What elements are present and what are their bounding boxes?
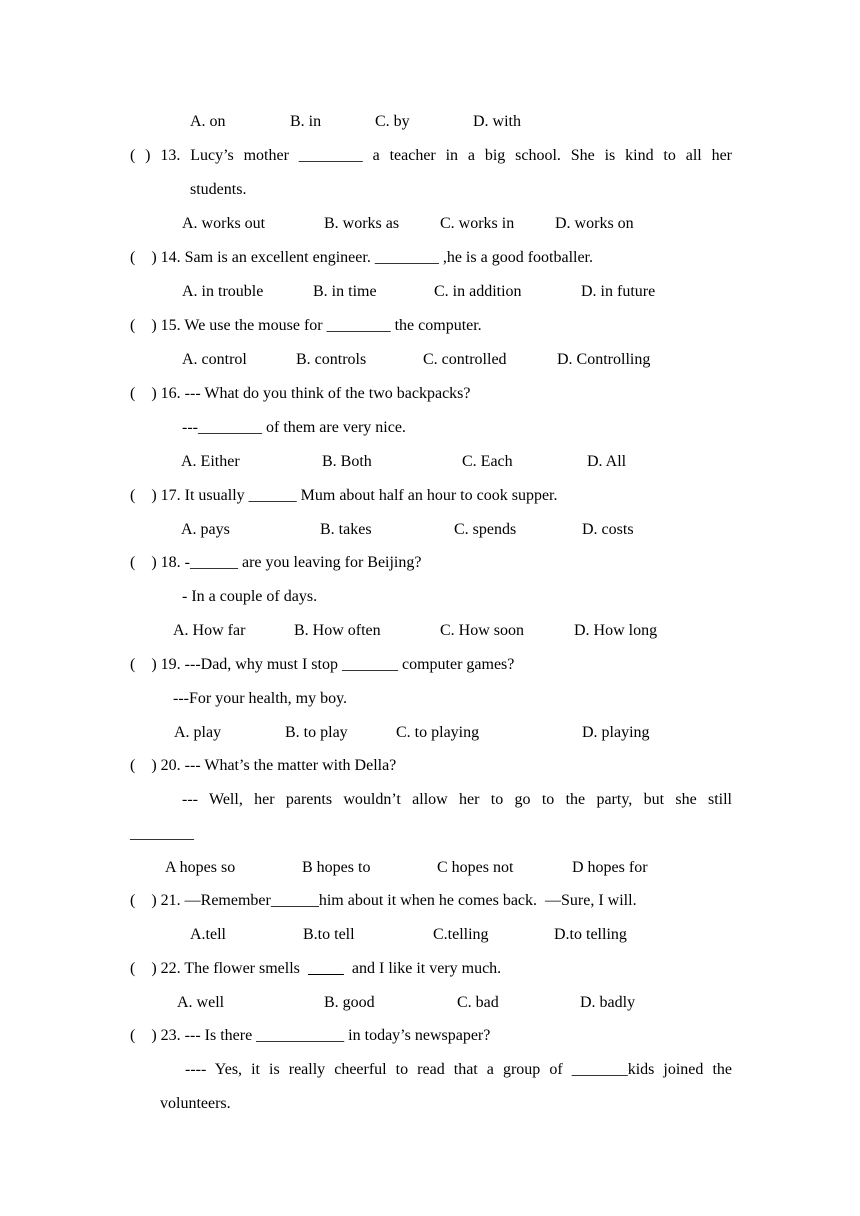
- q20-option-a: A hopes so: [165, 859, 236, 876]
- q14-option-b: B. in time: [313, 283, 377, 300]
- q19-option-a: A. play: [174, 724, 222, 741]
- q12-option-b: B. in: [290, 113, 322, 130]
- q15-option-d: D. Controlling: [557, 351, 651, 368]
- q15-option-c: C. controlled: [423, 351, 507, 368]
- q21-option-c: C.telling: [433, 926, 489, 943]
- q18-option-b: B. How often: [294, 622, 381, 639]
- q13-stem-line2: students.: [190, 181, 247, 198]
- q13-stem-line1: ( ) 13. Lucy’s mother ________ a teacher in a big school. She is kind to all her: [130, 147, 732, 164]
- q15-stem: ( ) 15. We use the mouse for ________ the computer.: [130, 317, 482, 334]
- q21-option-b: B.to tell: [303, 926, 355, 943]
- q22-stem-pre: ( ) 22. The flower smells: [130, 960, 308, 977]
- q22-answer-blank: [308, 960, 344, 977]
- q12-option-d: D. with: [473, 113, 521, 130]
- q21-option-a: A.tell: [190, 926, 226, 943]
- q22-stem: [130, 959, 501, 979]
- q18-option-d: D. How long: [574, 622, 658, 639]
- q20-option-c: C hopes not: [437, 859, 514, 876]
- q17-stem: ( ) 17. It usually ______ Mum about half an hour to cook supper.: [130, 487, 558, 504]
- q17-option-b: B. takes: [320, 521, 372, 538]
- q20-option-d: D hopes for: [572, 859, 648, 876]
- q19-reply: ---For your health, my boy.: [173, 690, 348, 707]
- q19-stem: ( ) 19. ---Dad, why must I stop _______ computer games?: [130, 656, 515, 673]
- q23-stem: ( ) 23. --- Is there ___________ in today’s newspaper?: [130, 1027, 491, 1044]
- q20-option-b: B hopes to: [302, 859, 371, 876]
- q13-option-d: D. works on: [555, 215, 634, 232]
- q23-reply-line1: ---- Yes, it is really cheerful to read that a group of _______kids joined the: [185, 1061, 732, 1078]
- q17-option-a: A. pays: [181, 521, 230, 538]
- q16-option-d: D. All: [587, 453, 627, 470]
- q18-reply: - In a couple of days.: [182, 588, 318, 605]
- q18-option-a: A. How far: [173, 622, 246, 639]
- q15-option-a: A. control: [182, 351, 247, 368]
- q22-option-c: C. bad: [457, 994, 499, 1011]
- q14-option-c: C. in addition: [434, 283, 522, 300]
- q16-option-b: B. Both: [322, 453, 372, 470]
- q17-option-c: C. spends: [454, 521, 517, 538]
- q22-option-b: B. good: [324, 994, 375, 1011]
- q21-option-d: D.to telling: [554, 926, 627, 943]
- q19-option-b: B. to play: [285, 724, 348, 741]
- q18-stem: ( ) 18. -______ are you leaving for Beijing?: [130, 554, 422, 571]
- q20-stem: ( ) 20. --- What’s the matter with Della?: [130, 757, 397, 774]
- q20-reply-line2: ________: [130, 825, 194, 842]
- q22-stem-post: and I like it very much.: [343, 960, 502, 977]
- q13-option-c: C. works in: [440, 215, 515, 232]
- q14-option-a: A. in trouble: [182, 283, 264, 300]
- q16-option-c: C. Each: [462, 453, 513, 470]
- q15-option-b: B. controls: [296, 351, 367, 368]
- q21-stem: ( ) 21. —Remember______him about it when he comes back. —Sure, I will.: [130, 892, 637, 909]
- q14-option-d: D. in future: [581, 283, 656, 300]
- q13-option-b: B. works as: [324, 215, 400, 232]
- q16-stem: ( ) 16. --- What do you think of the two backpacks?: [130, 385, 471, 402]
- q14-stem: ( ) 14. Sam is an excellent engineer. ________ ,he is a good footballer.: [130, 249, 593, 266]
- q17-option-d: D. costs: [582, 521, 634, 538]
- q19-option-c: C. to playing: [396, 724, 480, 741]
- q12-option-a: A. on: [190, 113, 226, 130]
- q22-option-a: A. well: [177, 994, 225, 1011]
- q13-option-a: A. works out: [182, 215, 266, 232]
- q22-option-d: D. badly: [580, 994, 636, 1011]
- q16-reply: ---________ of them are very nice.: [182, 419, 406, 436]
- q16-option-a: A. Either: [181, 453, 240, 470]
- q19-option-d: D. playing: [582, 724, 650, 741]
- q12-option-c: C. by: [375, 113, 410, 130]
- q20-reply-line1: --- Well, her parents wouldn’t allow her to go to the party, but she still: [182, 791, 732, 808]
- q18-option-c: C. How soon: [440, 622, 525, 639]
- q23-reply-line2: volunteers.: [160, 1095, 231, 1112]
